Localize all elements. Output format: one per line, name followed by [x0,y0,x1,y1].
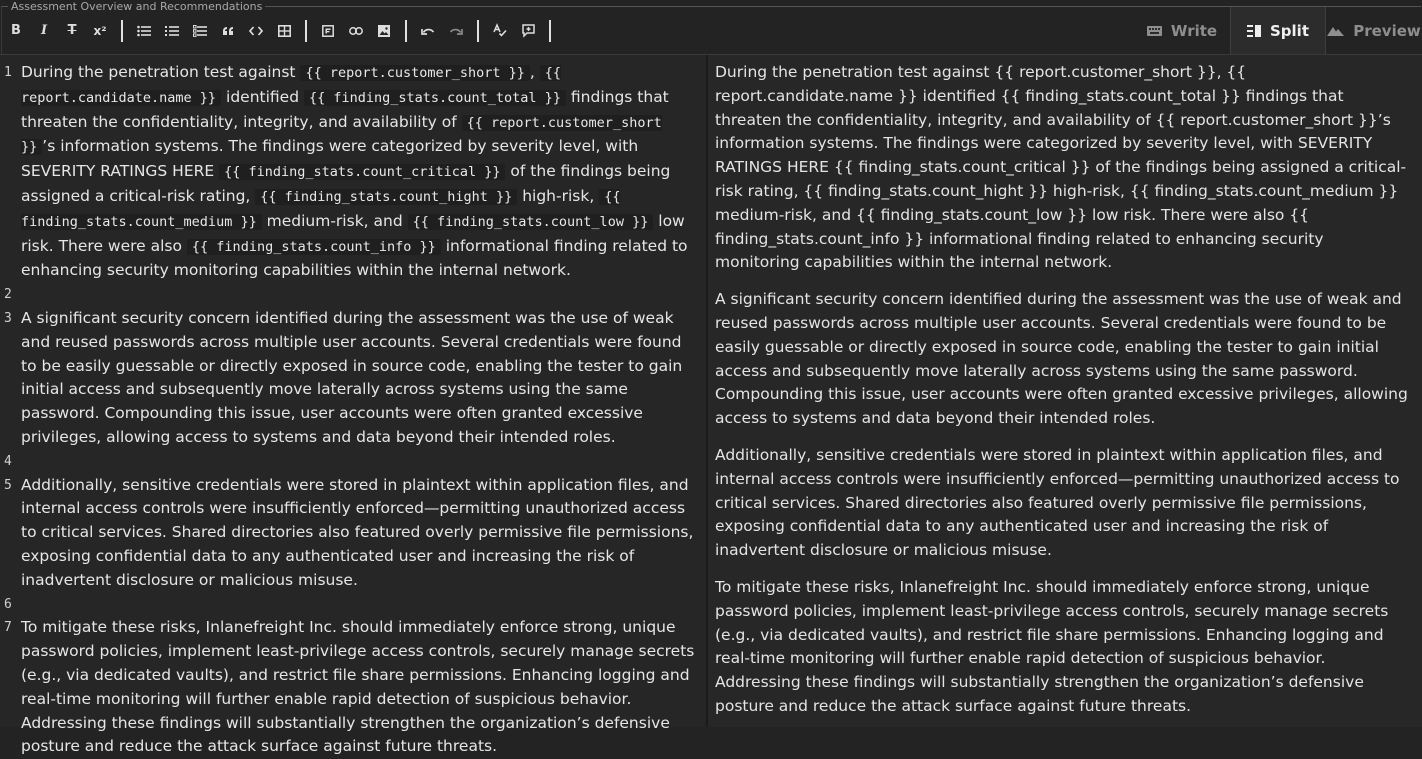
text-run: low risk. There were also [21,211,685,255]
bulleted-list-button[interactable] [130,17,158,45]
text-run: identified [226,87,300,106]
quote-icon [222,26,234,36]
preview-paragraph: During the penetration test against {{ report.customer_short }}, {{ report.candidate.name }} identified {{ finding_stats.count_total }} findings that threaten the confidentiality, integrity, and availability of {{ report.customer_short }}’s information systems. The findings were categorized by severity level, with SEVERITY RATINGS HERE {{ finding_stats.count_critical }} of the findings being assigned a critical-risk rating, {{ finding_stats.count_hight }} high-risk, {{ finding_stats.count_medium }} medium-risk, and {{ finding_stats.count_low }} low risk. There were also {{ finding_stats.count_info }} informational finding related to enhancing security monitoring capabilities within the internal network. [715,63,1407,272]
line-number: 3 [4,310,12,326]
italic-button[interactable] [30,17,58,45]
image-icon [378,25,390,37]
redo-icon [449,26,463,35]
split-view-icon [1247,25,1261,37]
text-run: ’s information systems. The findings were categorized by severity level, with SEVERITY RATINGS HERE [21,137,639,181]
editor-line-text [21,61,701,283]
editor-line-text: A significant security concern identified during the assessment was the use of weak and reused passwords across multiple user accounts. Several credentials were found to be easily guessable or directly exposed in source code, enabling the tester to gain initial access and subsequently move laterally across systems using the same password. Compounding this issue, user accounts were often granted excessive privileges, allowing access to systems and data beyond their intended roles. [21,308,683,446]
redo-button[interactable] [442,17,470,45]
preview-paragraph: A significant security concern identified during the assessment was the use of weak and reused passwords across multiple user accounts. Several credentials were found to be easily guessable or directly exposed in source code, enabling the tester to gain initial access and subsequently move laterally across systems using the same password. Compounding this issue, user accounts were often granted excessive privileges, allowing access to systems and data beyond their intended roles. [715,290,1408,428]
template-variable: {{ finding_stats.count_info }} [187,239,441,255]
line-number: 6 [4,596,12,612]
editor-line-text [21,283,701,307]
tab-write[interactable] [1134,7,1230,54]
undo-icon [421,26,435,35]
toolbar-separator [305,20,307,42]
tab-write-label: Write [1170,21,1218,40]
link-icon [349,27,363,35]
template-variable: {{ finding_stats.count_medium }} [21,188,621,230]
toolbar-separator [549,20,551,42]
editor-line-text: To mitigate these risks, Inlanefreight Inc. should immediately enforce strong, unique password policies, implement least-privilege access controls, securely manage secrets (e.g., via dedicated vaults), and restrict file share permissions. Enhancing logging and real-time monitoring will further enable rapid detection of suspicious behavior. Addressing these findings will substantially strengthen the organization’s defensive posture and reduce the attack surface against future threats. [21,618,695,756]
toolbar-separator [121,20,123,42]
editor-toolbar [0,7,1422,54]
code-icon [249,26,263,36]
bulleted-list-icon [137,25,151,37]
tab-split[interactable] [1230,7,1326,54]
table-button[interactable] [270,17,298,45]
link-button[interactable] [342,17,370,45]
image-button[interactable] [370,17,398,45]
editor-line-text [21,450,701,474]
markdown-preview [708,55,1422,727]
text-run: high-risk, [522,186,595,205]
tab-split-label: Split [1270,21,1309,40]
bold-button[interactable] [2,17,30,45]
superscript-icon: x² [93,23,107,38]
footnote-button[interactable] [314,17,342,45]
editor-line [0,593,706,617]
preview-paragraph: Additionally, sensitive credentials were stored in plaintext within application files, and internal access controls were insufficiently enforced—permitting unauthorized access to critical services. Shared directories also featured overly permissive file permissions, exposing confidential data to any authenticated user and increasing the risk of inadvertent disclosure or malicious misuse. [715,445,1400,560]
text-run: medium-risk, and [266,211,403,230]
editor-line [0,450,706,474]
numbered-list-button[interactable] [158,17,186,45]
fieldset-legend: Assessment Overview and Recommendations [8,0,265,13]
template-variable: {{ finding_stats.count_hight }} [255,189,517,205]
template-variable: {{ report.customer_short }} [21,114,662,156]
editor-line [0,307,706,450]
comment-icon [522,24,535,37]
bold-icon: B [11,23,21,38]
tab-preview[interactable] [1326,7,1422,54]
markdown-editor[interactable] [0,55,706,756]
template-variable: {{ finding_stats.count_low }} [408,214,654,230]
formatting-tools [0,7,558,54]
toolbar-separator [405,20,407,42]
editor-line [0,283,706,307]
line-number: 4 [4,453,12,469]
split-panes [0,54,1422,756]
text-run: of the findings being assigned a critical-risk rating, [21,162,671,205]
line-number: 5 [4,477,12,493]
keyboard-icon [1147,26,1162,36]
spellcheck-button[interactable] [486,17,514,45]
preview-paragraph: To mitigate these risks, Inlanefreight Inc. should immediately enforce strong, unique password policies, implement least-privilege access controls, securely manage secrets (e.g., via dedicated vaults), and restrict file share permissions. Enhancing logging and real-time monitoring will further enable rapid detection of suspicious behavior. Addressing these findings will substantially strengthen the organization’s defensive posture and reduce the attack surface against future threats. [715,577,1389,715]
line-number: 7 [4,620,12,636]
text-run: During the penetration test against [21,63,296,81]
text-run: findings that threaten the confidentiality, integrity, and availability of [21,87,669,131]
editor-line-text: Additionally, sensitive credentials were stored in plaintext within application files, and internal access controls were insufficiently enforced—permitting unauthorized access to critical services. Shared directories also featured overly permissive file permissions, exposing confidential data to any authenticated user and increasing the risk of inadvertent disclosure or malicious misuse. [21,475,694,589]
mountain-icon [1327,26,1344,36]
undo-button[interactable] [414,17,442,45]
italic-icon: I [40,23,48,38]
editor-line [0,474,706,593]
comment-button[interactable] [514,17,542,45]
line-number: 1 [4,65,12,80]
code-button[interactable] [242,17,270,45]
spellcheck-icon [493,24,507,37]
template-variable: {{ report.customer_short }} [300,65,529,81]
template-variable: {{ finding_stats.count_total }} [304,90,566,106]
text-run: informational finding related to enhancing security monitoring capabilities within the internal network. [21,236,688,280]
toolbar-separator [477,20,479,42]
editor-line [0,616,706,759]
tab-preview-label: Preview [1353,21,1421,40]
line-number: 2 [4,287,12,303]
strikethrough-button[interactable] [58,17,86,45]
numbered-list-icon [165,25,179,37]
table-icon [278,25,291,37]
superscript-button[interactable] [86,17,114,45]
editor-line [0,61,706,283]
editor-line-text [21,593,701,617]
checklist-button[interactable] [186,17,214,45]
strikethrough-icon: T [67,23,77,38]
text-run: , [529,63,535,81]
view-mode-tabs [1134,7,1422,54]
checklist-icon [193,25,207,37]
footnote-icon [322,25,334,37]
template-variable: {{ report.candidate.name }} [21,65,562,106]
template-variable: {{ finding_stats.count_critical }} [219,164,505,180]
quote-button[interactable] [214,17,242,45]
